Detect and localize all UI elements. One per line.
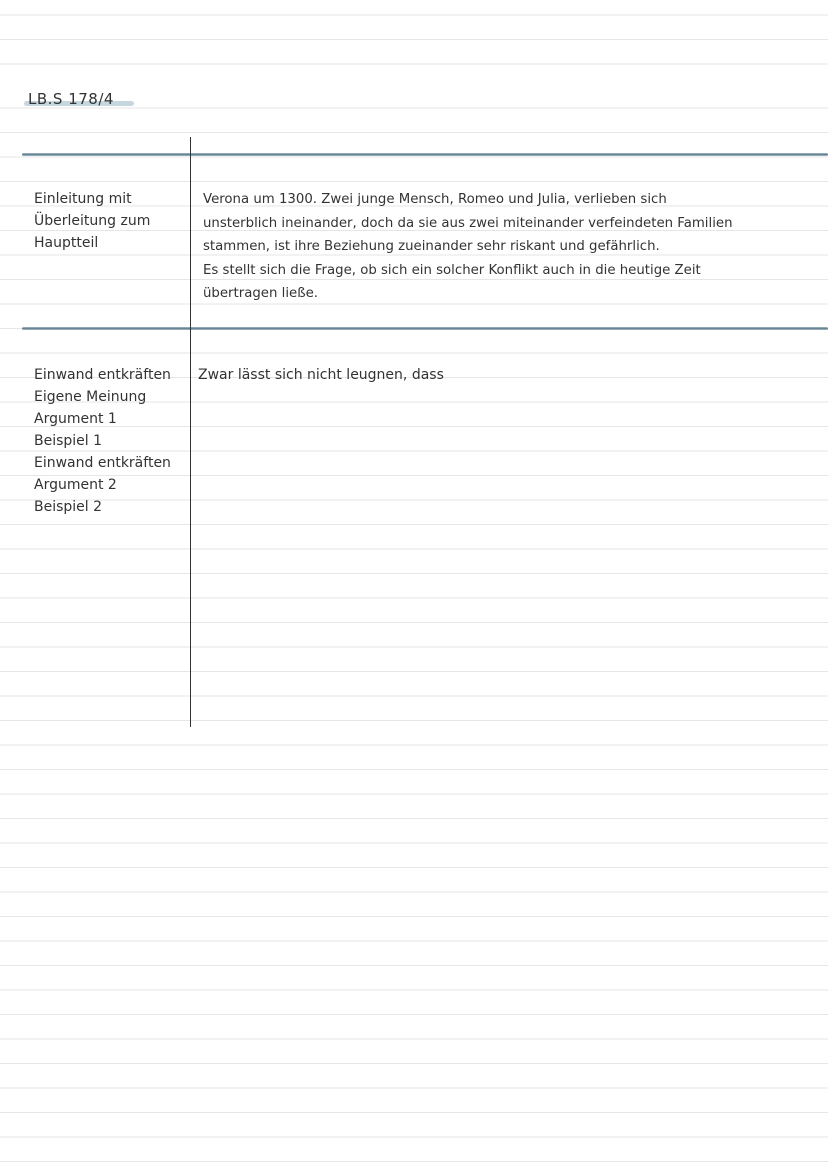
- label-line: Eigene Meinung: [34, 389, 147, 405]
- label-line: Hauptteil: [34, 235, 99, 251]
- label-line: Beispiel 2: [34, 499, 103, 515]
- text-line: Verona um 1300. Zwei junge Mensch, Romeo und Julia, verlieben sich: [203, 192, 667, 207]
- section1-labels: [34, 188, 184, 254]
- text-line: übertragen ließe.: [203, 286, 318, 301]
- section2-labels: [34, 364, 194, 518]
- text-line: stammen, ist ihre Beziehung zueinander sehr riskant und gefährlich.: [203, 239, 660, 254]
- section-divider: [22, 327, 828, 330]
- label-line: Einwand entkräften: [34, 455, 171, 471]
- text-line: Es stellt sich die Frage, ob sich ein solcher Konflikt auch in die heutige Zeit: [203, 262, 701, 278]
- page-reference: LB.S 178/4: [28, 90, 114, 108]
- label-line: Einwand entkräften: [34, 367, 171, 383]
- introduction-text: [203, 188, 813, 306]
- label-line: Einleitung mit: [34, 191, 132, 207]
- main-body-text: Zwar lässt sich nicht leugnen, dass: [198, 367, 444, 383]
- text-line: unsterblich ineinander, doch da sie aus zwei miteinander verfeindeten Familien: [203, 215, 733, 231]
- label-line: Argument 2: [34, 477, 117, 493]
- header-divider: [22, 153, 828, 156]
- label-line: Argument 1: [34, 411, 117, 427]
- label-line: Beispiel 1: [34, 433, 103, 449]
- label-line: Überleitung zum: [34, 213, 151, 229]
